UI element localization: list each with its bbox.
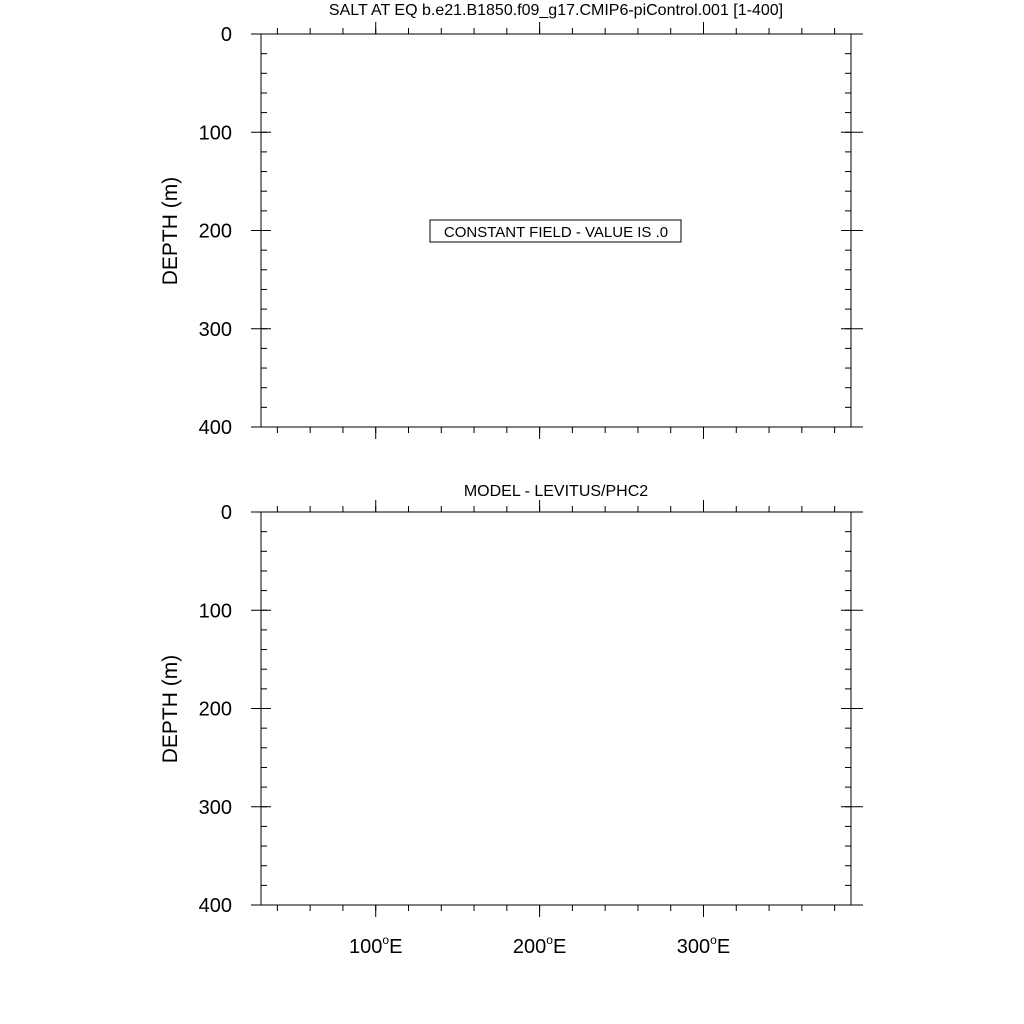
top-panel-title: SALT AT EQ b.e21.B1850.f09_g17.CMIP6-piControl.001 [1-400]: [328, 2, 784, 19]
bottom-panel-frame: [261, 512, 851, 905]
y-tick-label: 300: [198, 318, 232, 341]
bottom-panel-title: MODEL - LEVITUS/PHC2: [463, 483, 649, 500]
y-tick-label: 300: [198, 796, 232, 819]
bottom-panel: [159, 483, 863, 958]
constant-field-annotation: [430, 220, 681, 242]
annotation-text: CONSTANT FIELD - VALUE IS .0: [443, 224, 669, 241]
x-tick-label: 100$^o$E: [349, 933, 403, 958]
x-tick-label: 200$^o$E: [512, 933, 567, 958]
top-panel-y-axis-label: DEPTH (m): [159, 176, 182, 286]
y-tick-label: 0: [220, 502, 232, 524]
y-tick-label: 100: [198, 600, 232, 623]
top-panel: [159, 2, 863, 439]
y-tick-label: 200: [198, 220, 232, 243]
y-tick-label: 400: [198, 417, 232, 439]
y-tick-label: 200: [198, 698, 232, 721]
bottom-panel-ticks: [199, 500, 863, 958]
y-tick-label: 400: [198, 895, 232, 917]
bottom-panel-y-axis-label: DEPTH (m): [159, 654, 182, 764]
y-tick-label: 0: [220, 24, 232, 46]
y-tick-label: 100: [198, 122, 232, 145]
x-tick-label: 300$^o$E: [676, 933, 731, 958]
